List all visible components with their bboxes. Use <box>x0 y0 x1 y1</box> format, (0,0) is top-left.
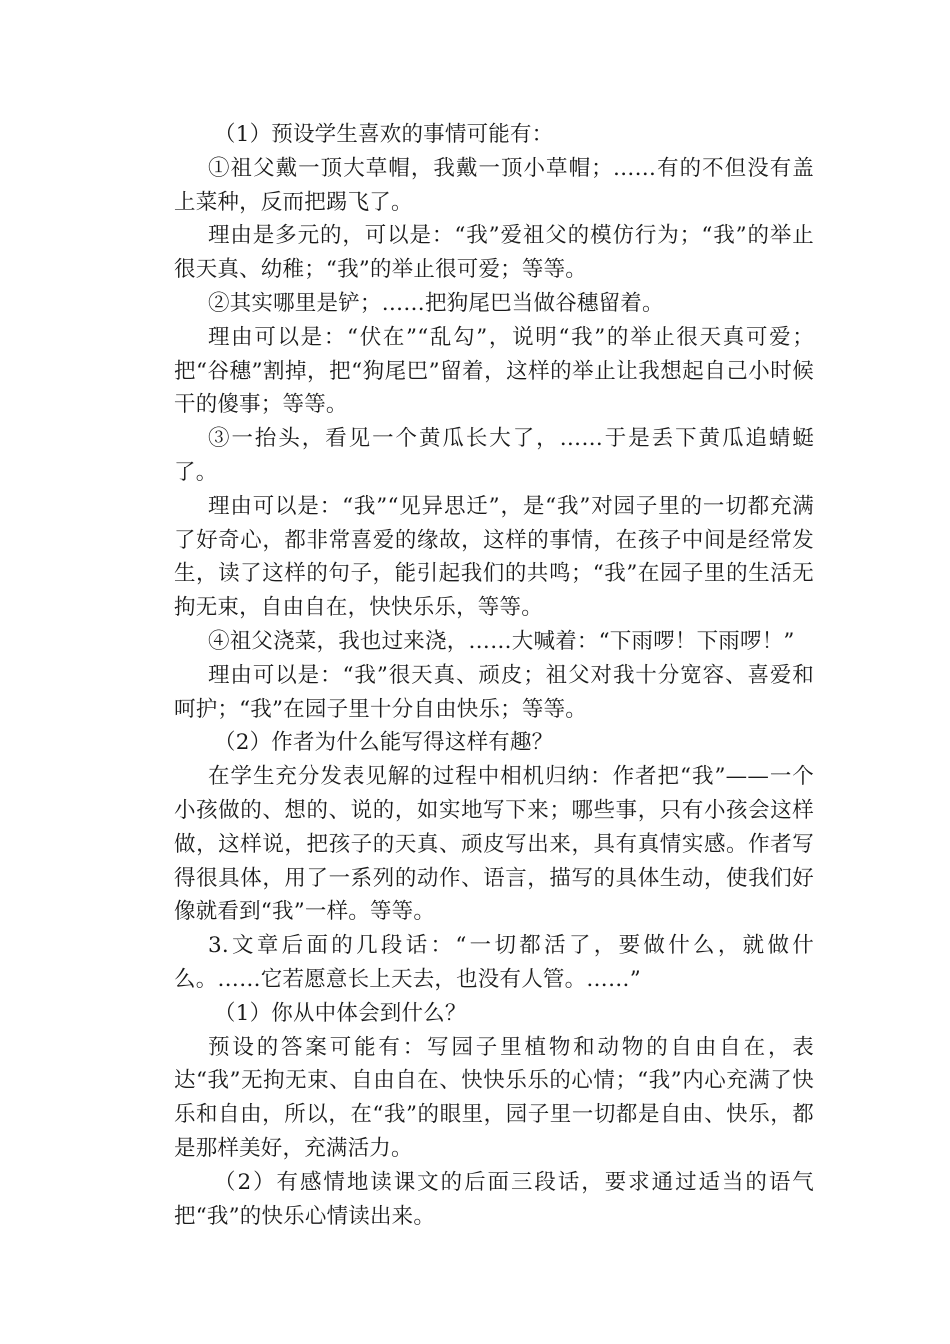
paragraph-section-3-q1: （1）你从中体会到什么？ <box>214 1000 467 1026</box>
paragraph-summary: 在学生充分发表见解的过程中相机归纳：作者把“我”——一个小孩做的、想的、说的，如实地写下来；哪些事，只有小孩会这样做，这样说，把孩子的天真、顽皮写出来，具有真情实感。作者写得很具体，用了一系列的动作、语言，描写的具体生动，使我们好像就看到“我”一样。等等。 <box>174 764 814 925</box>
paragraph-item-2: ②其实哪里是铲；……把狗尾巴当做谷穗留着。 <box>208 290 664 316</box>
paragraph-reason-1: 理由是多元的，可以是：“我”爱祖父的模仿行为；“我”的举止很天真、幼稚；“我”的举止很可爱；等等。 <box>174 223 814 283</box>
paragraph-item-4: ④祖父浇菜，我也过来浇，……大喊着：“下雨啰！下雨啰！” <box>208 628 795 654</box>
paragraph-section-3: 3.文章后面的几段话：“一切都活了，要做什么，就做什么。……它若愿意长上天去，也没有人管。……” <box>174 933 814 992</box>
paragraph-section-3-answer: 预设的答案可能有：写园子里植物和动物的自由自在，表达“我”无拘无束、自由自在、快快乐乐的心情；“我”内心充满了快乐和自由，所以，在“我”的眼里，园子里一切都是自由、快乐，都是那样美好，充满活力。 <box>174 1034 814 1161</box>
paragraph-item-3: ③一抬头，看见一个黄瓜长大了，……于是丢下黄瓜追蜻蜓了。 <box>174 426 814 485</box>
paragraph-preset-likes: （1）预设学生喜欢的事情可能有： <box>214 122 554 147</box>
paragraph-reason-4: 理由可以是：“我”很天真、顽皮；祖父对我十分宽容、喜爱和呵护；“我”在园子里十分自由快乐；等等。 <box>174 662 814 722</box>
paragraph-reason-2: 理由可以是：“伏在”“乱勾”，说明“我”的举止很天真可爱；把“谷穗”割掉，把“狗尾巴”留着，这样的举止让我想起自己小时候干的傻事；等等。 <box>174 324 814 418</box>
paragraph-reason-3: 理由可以是：“我”“见异思迁”，是“我”对园子里的一切都充满了好奇心，都非常喜爱的缘故，这样的事情，在孩子中间是经常发生，读了这样的句子，能引起我们的共鸣；“我”在园子里的生活无拘无束，自由自在，快快乐乐，等等。 <box>174 493 814 621</box>
document-body <box>174 118 814 1233</box>
paragraph-section-3-q2: （2）有感情地读课文的后面三段话，要求通过适当的语气把“我”的快乐心情读出来。 <box>174 1169 814 1229</box>
paragraph-item-1: ①祖父戴一顶大草帽，我戴一顶小草帽；……有的不但没有盖上菜种，反而把踢飞了。 <box>174 155 814 215</box>
paragraph-question-2: （2）作者为什么能写得这样有趣？ <box>214 730 554 756</box>
